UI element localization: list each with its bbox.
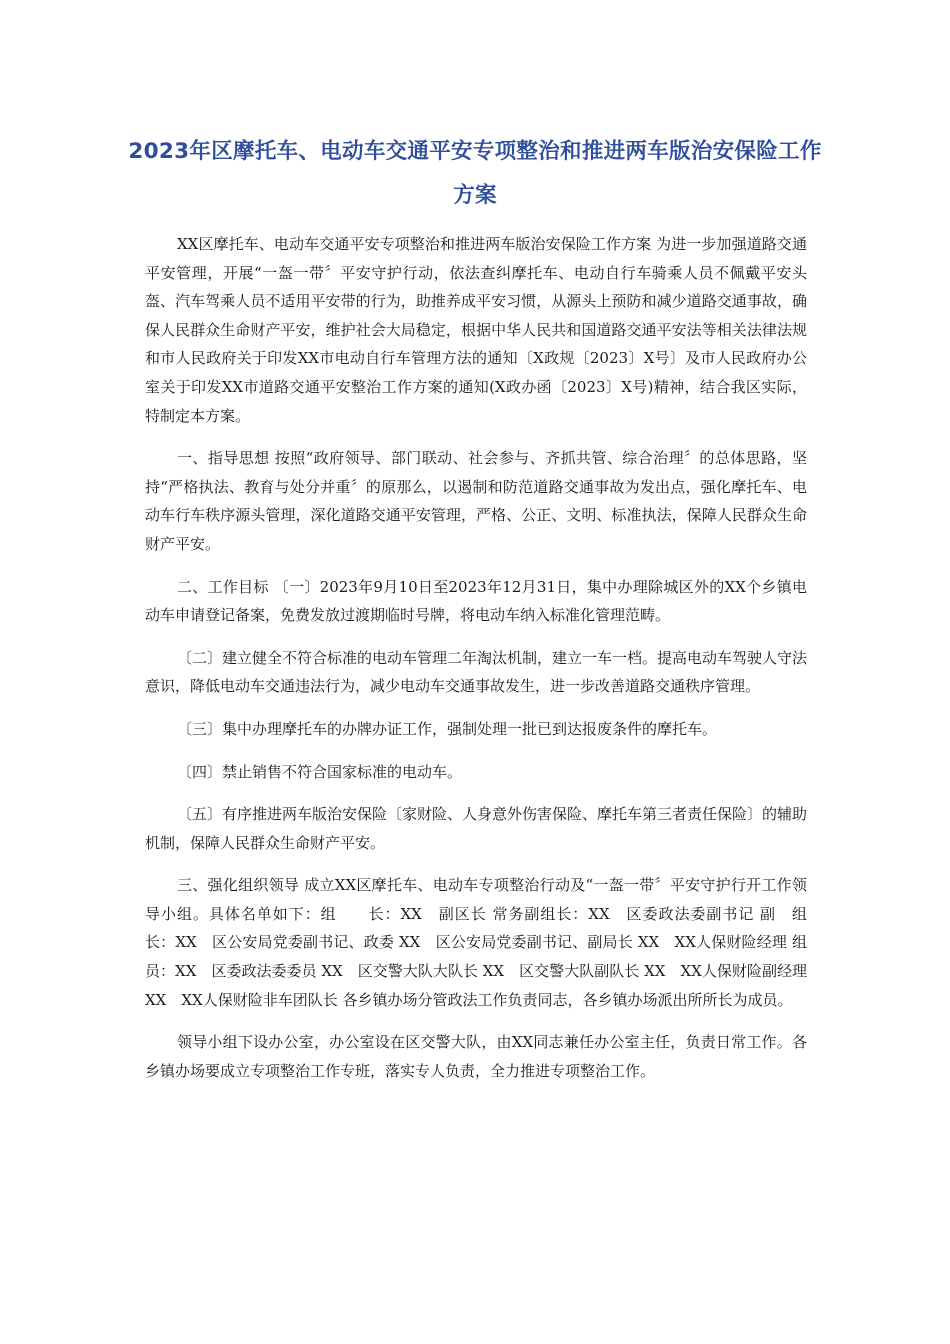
paragraph-guiding-ideology: 一、指导思想 按照“政府领导、部门联动、社会参与、齐抓共管、综合治理〞的总体思路，坚持“严格执法、教育与处分并重〞的原那么，以遏制和防范道路交通事故为发出点，强化摩托车、电动车行车秩序源头管理，深化道路交通平安管理，严格、公正、文明、标准执法，保障人民群众生命财产平安。	[145, 449, 807, 553]
paragraph-goal-2: 〔二〕建立健全不符合标准的电动车管理二年淘汰机制，建立一车一档。提高电动车驾驶人守法意识，降低电动车交通违法行为，减少电动车交通事故发生，进一步改善道路交通秩序管理。	[145, 648, 808, 696]
paragraph-intro: XX区摩托车、电动车交通平安专项整治和推进两车版治安保险工作方案 为进一步加强道路交通平安管理，开展“一盔一带〞平安守护行动，依法查纠摩托车、电动自行车骑乘人员不佩戴平安头盔、汽车驾乘人员不适用平安带的行为，助推养成平安习惯，从源头上预防和减少道路交通事故，确保人民群众生命财产平安，维护社会大局稳定，根据中华人民共和国道路交通平安法等相关法律法规和市人民政府关于印发XX市电动自行车管理方法的通知〔X政规〔2023〕X号〕及市人民政府办公室关于印发XX市道路交通平安整治工作方案的通知(X政办函〔2023〕X号)精神，结合我区实际，特制定本方案。	[145, 235, 807, 425]
document-body	[145, 230, 838, 1099]
paragraph-office: 领导小组下设办公室，办公室设在区交警大队，由XX同志兼任办公室主任，负责日常工作。各乡镇办场要成立专项整治工作专班，落实专人负责，全力推进专项整治工作。	[145, 1033, 807, 1080]
paragraph-leadership: 三、强化组织领导 成立XX区摩托车、电动车专项整治行动及“一盔一带〞平安守护行开工作领导小组。具体名单如下：组 长：XX 副区长 常务副组长：XX 区委政法委副书记 副 组 长：XX 区公安局党委副书记、政委 XX 区公安局党委副书记、副局长 XX XX人保财险经理 组 员：XX 区委政法委委员 XX 区交警大队大队长 XX 区交警大队副队长 XX XX人保财险副经理 XX XX人保财险非车团队长 各乡镇办场分管政法工作负责同志，各乡镇办场派出所所长为成员。	[145, 876, 838, 1009]
paragraph-goal-3: 〔三〕集中办理摩托车的办牌办证工作，强制处理一批已到达报废条件的摩托车。	[177, 719, 718, 738]
document-title: 2023年区摩托车、电动车交通平安专项整治和推进两车版治安保险工作方案	[128, 139, 822, 208]
paragraph-goal-5: 〔五〕有序推进两车版治安保险〔家财险、人身意外伤害保险、摩托车第三者责任保险〕的辅助机制，保障人民群众生命财产平安。	[145, 805, 808, 852]
paragraph-work-goals: 二、工作目标 〔一〕2023年9月10日至2023年12月31日，集中办理除城区外的XX个乡镇电动车申请登记备案，免费发放过渡期临时号牌，将电动车纳入标准化管理范畴。	[145, 577, 807, 625]
paragraph-goal-4: 〔四〕禁止销售不符合国家标准的电动车。	[177, 762, 463, 781]
